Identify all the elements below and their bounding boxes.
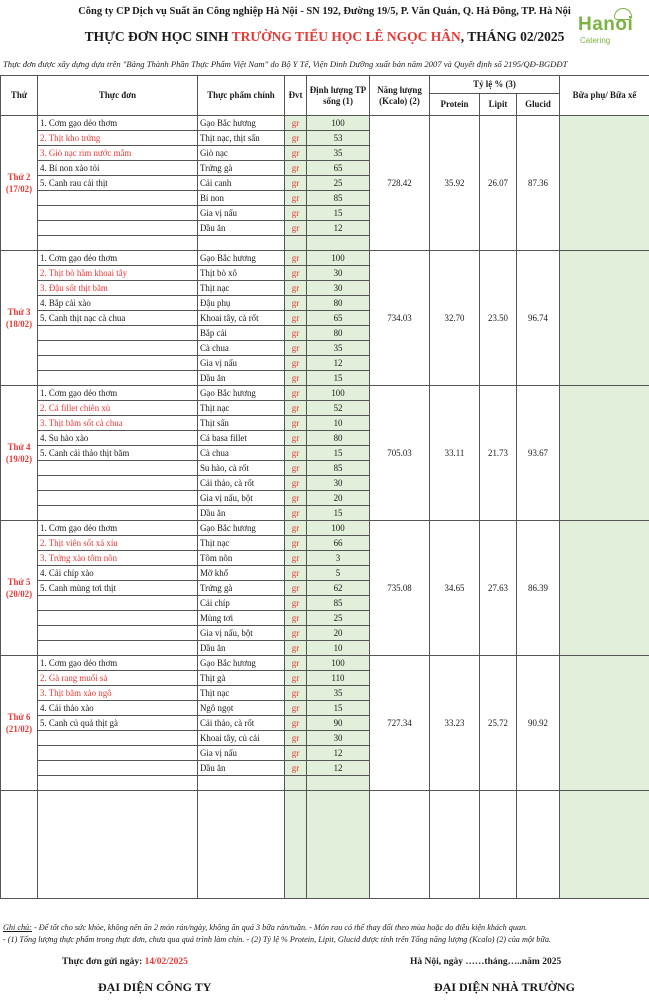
dish-cell (38, 761, 198, 776)
qty-cell: 20 (307, 491, 370, 506)
dish-name: 1. Cơm gạo dẻo thơm (40, 253, 118, 263)
day-date: (21/02) (5, 724, 33, 734)
company-header: Công ty CP Dịch vụ Suất ăn Công nghiệp Hà Nội - SN 192, Đường 19/5, P. Văn Quán, Q. Hà Đông, TP. Hà Nội (78, 6, 571, 17)
unit-cell: gr (285, 266, 307, 281)
dish-cell (38, 506, 198, 521)
header-day: Thứ (1, 76, 38, 116)
food-cell: Thịt gà (198, 671, 285, 686)
food-cell: Gia vị nấu, bột (198, 626, 285, 641)
dish-cell (38, 596, 198, 611)
company-representative: ĐẠI DIỆN CÔNG TY (98, 980, 212, 994)
title-prefix: THỰC ĐƠN HỌC SINH (84, 29, 232, 44)
extra-cell (560, 521, 649, 656)
unit-cell: gr (285, 566, 307, 581)
food-cell: Mùng tơi (198, 611, 285, 626)
qty-cell: 100 (307, 386, 370, 401)
unit-cell: gr (285, 506, 307, 521)
empty-extra (560, 791, 649, 899)
dish-name: 2. Thịt bò hầm khoai tây (40, 268, 128, 278)
header-unit: Đvt (285, 76, 307, 116)
energy-cell: 734.03 (370, 251, 430, 386)
dish-name: 2. Thịt viên sốt xá xíu (40, 538, 118, 548)
food-cell: Cá basa fillet (198, 431, 285, 446)
note-text-1: - Để tốt cho sức khỏe, không nên ăn 2 món rán/ngày, không ăn quá 3 bữa rán/tuần. - Món rau có thể thay đổi theo mùa hoặc do điều kiện khách quan. (31, 923, 528, 932)
empty-protein (430, 791, 480, 899)
dish-cell (38, 221, 198, 236)
protein-cell: 33.11 (430, 386, 480, 521)
table-row (1, 251, 649, 266)
qty-cell: 85 (307, 596, 370, 611)
qty-cell: 66 (307, 536, 370, 551)
unit-cell: gr (285, 281, 307, 296)
dish-name: 5. Canh thịt nạc cà chua (40, 313, 126, 323)
qty-cell: 53 (307, 131, 370, 146)
dish-cell (38, 611, 198, 626)
qty-cell: 85 (307, 191, 370, 206)
dish-cell (38, 551, 198, 566)
sent-date: 14/02/2025 (144, 957, 188, 967)
table-row (1, 116, 649, 131)
food-cell: Trứng gà (198, 161, 285, 176)
glucid-cell: 96.74 (517, 251, 560, 386)
table-row (1, 656, 649, 671)
extra-cell (560, 656, 649, 791)
title-school: TRƯỜNG TIỂU HỌC LÊ NGỌC HÂN (231, 29, 461, 44)
food-cell: Gia vị nấu, bột (198, 491, 285, 506)
dish-cell (38, 191, 198, 206)
food-cell: Dầu ăn (198, 221, 285, 236)
title-suffix: , THÁNG 02/2025 (460, 29, 565, 44)
note-label: Ghi chú: (3, 923, 32, 932)
unit-cell: gr (285, 251, 307, 266)
food-cell: Dầu ăn (198, 641, 285, 656)
unit-cell: gr (285, 326, 307, 341)
unit-cell: gr (285, 371, 307, 386)
unit-cell: gr (285, 581, 307, 596)
dish-cell (38, 161, 198, 176)
food-cell: Cải chíp (198, 596, 285, 611)
unit-cell: gr (285, 311, 307, 326)
dish-name: 4. Su hào xào (40, 433, 89, 443)
unit-cell: gr (285, 476, 307, 491)
empty-energy (370, 791, 430, 899)
food-cell: Gạo Bắc hương (198, 386, 285, 401)
unit-cell (285, 776, 307, 791)
unit-cell: gr (285, 551, 307, 566)
extra-cell (560, 116, 649, 251)
sent-date-line (62, 957, 188, 967)
unit-cell: gr (285, 461, 307, 476)
unit-cell: gr (285, 146, 307, 161)
dish-cell (38, 236, 198, 251)
dish-cell (38, 686, 198, 701)
dish-name: 5. Canh mùng tơi thịt (40, 583, 116, 593)
food-cell (198, 236, 285, 251)
dish-cell (38, 641, 198, 656)
food-cell: Ngô ngọt (198, 701, 285, 716)
glucid-cell: 86.39 (517, 521, 560, 656)
food-cell: Thịt nạc (198, 536, 285, 551)
unit-cell: gr (285, 131, 307, 146)
dish-name: 5. Canh cải thảo thịt băm (40, 448, 130, 458)
dish-cell (38, 476, 198, 491)
unit-cell: gr (285, 611, 307, 626)
header-protein: Protein (430, 94, 480, 116)
dish-cell (38, 566, 198, 581)
qty-cell: 15 (307, 506, 370, 521)
unit-cell: gr (285, 221, 307, 236)
extra-cell (560, 386, 649, 521)
unit-cell: gr (285, 206, 307, 221)
header-ratio: Tỷ lệ % (3) (430, 76, 560, 94)
subtitle: Thực đơn được xây dựng dựa trên "Bảng Thành Phần Thực Phẩm Việt Nam" do Bộ Y Tế, Viện Dinh Dưỡng xuất bản năm 2007 và Quyết định số 2195/QĐ-BGDĐT (3, 59, 568, 69)
qty-cell: 15 (307, 446, 370, 461)
dish-cell (38, 401, 198, 416)
sent-label: Thực đơn gửi ngày: (62, 957, 145, 967)
food-cell: Gạo Bắc hương (198, 116, 285, 131)
food-cell: Giò nạc (198, 146, 285, 161)
protein-cell: 32.70 (430, 251, 480, 386)
dish-name: 1. Cơm gạo dẻo thơm (40, 388, 118, 398)
qty-cell: 65 (307, 161, 370, 176)
dish-cell (38, 581, 198, 596)
dish-name: 2. Thịt kho trứng (40, 133, 101, 143)
qty-cell: 110 (307, 671, 370, 686)
day-cell (1, 386, 38, 521)
unit-cell: gr (285, 716, 307, 731)
qty-cell: 90 (307, 716, 370, 731)
energy-cell: 705.03 (370, 386, 430, 521)
dish-name: 2. Gà rang muối sả (40, 673, 108, 683)
food-cell: Gia vị nấu (198, 356, 285, 371)
dish-cell (38, 371, 198, 386)
dish-cell (38, 446, 198, 461)
empty-glucid (517, 791, 560, 899)
food-cell: Su hào, cà rốt (198, 461, 285, 476)
unit-cell: gr (285, 356, 307, 371)
header-food: Thực phẩm chính (198, 76, 285, 116)
qty-cell: 12 (307, 746, 370, 761)
qty-cell: 10 (307, 641, 370, 656)
food-cell: Bí non (198, 191, 285, 206)
dish-cell (38, 536, 198, 551)
qty-cell: 30 (307, 266, 370, 281)
empty-food (198, 791, 285, 899)
unit-cell: gr (285, 746, 307, 761)
qty-cell: 35 (307, 341, 370, 356)
unit-cell: gr (285, 161, 307, 176)
qty-cell: 10 (307, 416, 370, 431)
qty-cell: 80 (307, 296, 370, 311)
table-row (1, 386, 649, 401)
qty-cell: 100 (307, 656, 370, 671)
dish-cell (38, 461, 198, 476)
dish-cell (38, 701, 198, 716)
unit-cell: gr (285, 416, 307, 431)
food-cell: Dầu ăn (198, 506, 285, 521)
qty-cell: 65 (307, 311, 370, 326)
unit-cell: gr (285, 386, 307, 401)
notes (3, 922, 648, 946)
day-date: (17/02) (5, 184, 33, 194)
dish-cell (38, 746, 198, 761)
day-name: Thứ 5 (7, 576, 31, 587)
dish-name: 2. Cá fillet chiên xù (40, 403, 111, 413)
glucid-cell: 90.92 (517, 656, 560, 791)
dish-cell (38, 716, 198, 731)
day-date: (19/02) (5, 454, 33, 464)
protein-cell: 33.23 (430, 656, 480, 791)
dish-cell (38, 656, 198, 671)
dish-cell (38, 176, 198, 191)
unit-cell: gr (285, 596, 307, 611)
unit-cell: gr (285, 686, 307, 701)
unit-cell: gr (285, 641, 307, 656)
dish-name: 5. Canh rau cải thịt (40, 178, 108, 188)
qty-cell (307, 236, 370, 251)
qty-cell: 52 (307, 401, 370, 416)
dish-cell (38, 146, 198, 161)
empty-day (1, 791, 38, 899)
qty-cell: 15 (307, 701, 370, 716)
unit-cell: gr (285, 671, 307, 686)
protein-cell: 35.92 (430, 116, 480, 251)
food-cell: Gạo Bắc hương (198, 656, 285, 671)
day-cell (1, 251, 38, 386)
food-cell: Thịt nạc (198, 686, 285, 701)
day-date: (20/02) (5, 589, 33, 599)
qty-cell: 12 (307, 221, 370, 236)
unit-cell: gr (285, 536, 307, 551)
qty-cell: 25 (307, 611, 370, 626)
food-cell: Cải canh (198, 176, 285, 191)
qty-cell: 15 (307, 371, 370, 386)
unit-cell: gr (285, 491, 307, 506)
unit-cell: gr (285, 296, 307, 311)
qty-cell: 100 (307, 521, 370, 536)
unit-cell: gr (285, 401, 307, 416)
unit-cell: gr (285, 761, 307, 776)
note-line-2: - (1) Tổng lượng thực phẩm trong thực đơn, chưa qua quá trình làm chín. - (2) Tỷ lệ % Protein, Lipit, Glucid được tính trên Tổng năng lượng (Kcalo) (2) của một bữa. (3, 934, 551, 944)
extra-cell (560, 251, 649, 386)
dish-cell (38, 671, 198, 686)
unit-cell: gr (285, 191, 307, 206)
unit-cell: gr (285, 521, 307, 536)
dish-name: 1. Cơm gạo dẻo thơm (40, 118, 118, 128)
lipit-cell: 27.63 (480, 521, 517, 656)
day-name: Thứ 4 (7, 441, 31, 452)
glucid-cell: 93.67 (517, 386, 560, 521)
dish-cell (38, 131, 198, 146)
qty-cell: 20 (307, 626, 370, 641)
unit-cell: gr (285, 116, 307, 131)
day-name: Thứ 6 (7, 711, 31, 722)
food-cell: Gạo Bắc hương (198, 251, 285, 266)
day-name: Thứ 3 (7, 306, 31, 317)
header-energy: Năng lượng (Kcalo) (2) (370, 76, 430, 116)
qty-cell: 100 (307, 251, 370, 266)
dish-name: 3. Trứng xào tôm nõn (40, 553, 118, 563)
qty-cell: 30 (307, 281, 370, 296)
dish-cell (38, 311, 198, 326)
lipit-cell: 21.73 (480, 386, 517, 521)
menu-table (0, 75, 649, 899)
food-cell: Khoai tây, củ cải (198, 731, 285, 746)
qty-cell: 80 (307, 326, 370, 341)
dish-name: 1. Cơm gạo dẻo thơm (40, 523, 118, 533)
header-lipit: Lipit (480, 94, 517, 116)
dish-cell (38, 206, 198, 221)
dish-name: 3. Thịt băm xào ngô (40, 688, 112, 698)
food-cell: Dầu ăn (198, 371, 285, 386)
empty-unit (285, 791, 307, 899)
logo-text: Hanoi (578, 14, 634, 35)
energy-cell: 735.08 (370, 521, 430, 656)
qty-cell: 30 (307, 731, 370, 746)
qty-cell: 62 (307, 581, 370, 596)
food-cell: Trứng gà (198, 581, 285, 596)
header-glucid: Glucid (517, 94, 560, 116)
lipit-cell: 23.50 (480, 251, 517, 386)
qty-cell: 80 (307, 431, 370, 446)
food-cell: Thịt nạc (198, 281, 285, 296)
unit-cell: gr (285, 626, 307, 641)
header-qty: Định lượng TP sống (1) (307, 76, 370, 116)
table-row (1, 521, 649, 536)
dish-name: 4. Cải chíp xào (40, 568, 94, 578)
food-cell: Gia vị nấu (198, 206, 285, 221)
food-cell: Thịt sấn (198, 416, 285, 431)
qty-cell: 35 (307, 686, 370, 701)
food-cell: Thịt nạc (198, 401, 285, 416)
qty-cell: 5 (307, 566, 370, 581)
day-cell (1, 656, 38, 791)
unit-cell: gr (285, 341, 307, 356)
empty-dish (38, 791, 198, 899)
dish-cell (38, 626, 198, 641)
empty-qty (307, 791, 370, 899)
dish-cell (38, 431, 198, 446)
dish-cell (38, 266, 198, 281)
dish-name: 3. Thịt băm sốt cà chua (40, 418, 123, 428)
dish-name: 4. Cải thảo xào (40, 703, 94, 713)
energy-cell: 727.34 (370, 656, 430, 791)
qty-cell: 85 (307, 461, 370, 476)
qty-cell: 30 (307, 476, 370, 491)
energy-cell: 728.42 (370, 116, 430, 251)
day-name: Thứ 2 (7, 171, 31, 182)
food-cell: Cải thảo, cà rốt (198, 476, 285, 491)
food-cell: Thịt bò xô (198, 266, 285, 281)
unit-cell: gr (285, 431, 307, 446)
unit-cell: gr (285, 701, 307, 716)
unit-cell: gr (285, 731, 307, 746)
empty-lipit (480, 791, 517, 899)
dish-cell (38, 491, 198, 506)
food-cell: Khoai tây, cà rốt (198, 311, 285, 326)
dish-cell (38, 116, 198, 131)
food-cell: Mỡ khổ (198, 566, 285, 581)
dish-name: 4. Bí non xào tỏi (40, 163, 100, 173)
food-cell: Gia vị nấu (198, 746, 285, 761)
food-cell: Bắp cải (198, 326, 285, 341)
unit-cell: gr (285, 176, 307, 191)
day-cell (1, 521, 38, 656)
food-cell: Đậu phụ (198, 296, 285, 311)
dish-cell (38, 521, 198, 536)
food-cell: Dầu ăn (198, 761, 285, 776)
unit-cell (285, 236, 307, 251)
dish-cell (38, 776, 198, 791)
qty-cell: 3 (307, 551, 370, 566)
lipit-cell: 26.07 (480, 116, 517, 251)
food-cell (198, 776, 285, 791)
page-title (0, 29, 649, 45)
dish-name: 3. Đậu sốt thịt băm (40, 283, 108, 293)
qty-cell: 35 (307, 146, 370, 161)
dish-name: 5. Canh củ quả thịt gà (40, 718, 118, 728)
qty-cell: 12 (307, 761, 370, 776)
dish-cell (38, 341, 198, 356)
qty-cell: 12 (307, 356, 370, 371)
dish-name: 1. Cơm gạo dẻo thơm (40, 658, 118, 668)
menu-body (1, 116, 649, 899)
dish-cell (38, 731, 198, 746)
dish-cell (38, 281, 198, 296)
header-extra: Bữa phụ/ Bữa xế (560, 76, 649, 116)
unit-cell: gr (285, 656, 307, 671)
unit-cell: gr (285, 446, 307, 461)
dish-cell (38, 251, 198, 266)
glucid-cell: 87.36 (517, 116, 560, 251)
day-cell (1, 116, 38, 251)
dish-cell (38, 416, 198, 431)
food-cell: Tôm nõn (198, 551, 285, 566)
food-cell: Cải thảo, cà rốt (198, 716, 285, 731)
dish-cell (38, 356, 198, 371)
school-representative: ĐẠI DIỆN NHÀ TRƯỜNG (434, 980, 576, 994)
empty-row (1, 791, 649, 899)
day-date: (18/02) (5, 319, 33, 329)
qty-cell: 25 (307, 176, 370, 191)
qty-cell: 100 (307, 116, 370, 131)
qty-cell: 15 (307, 206, 370, 221)
date-line: Hà Nội, ngày ……tháng…..năm 2025 (410, 957, 562, 967)
qty-cell (307, 776, 370, 791)
dish-name: 4. Bắp cải xào (40, 298, 91, 308)
dish-cell (38, 386, 198, 401)
header-menu: Thực đơn (38, 76, 198, 116)
food-cell: Gạo Bắc hương (198, 521, 285, 536)
dish-name: 3. Giò nạc rim nước mắm (40, 148, 132, 158)
note-line-1 (3, 922, 648, 934)
dish-cell (38, 326, 198, 341)
protein-cell: 34.65 (430, 521, 480, 656)
dish-cell (38, 296, 198, 311)
food-cell: Thịt nạc, thịt sấn (198, 131, 285, 146)
lipit-cell: 25.72 (480, 656, 517, 791)
food-cell: Cà chua (198, 446, 285, 461)
food-cell: Cà chua (198, 341, 285, 356)
logo-subtext: Catering (580, 36, 611, 45)
